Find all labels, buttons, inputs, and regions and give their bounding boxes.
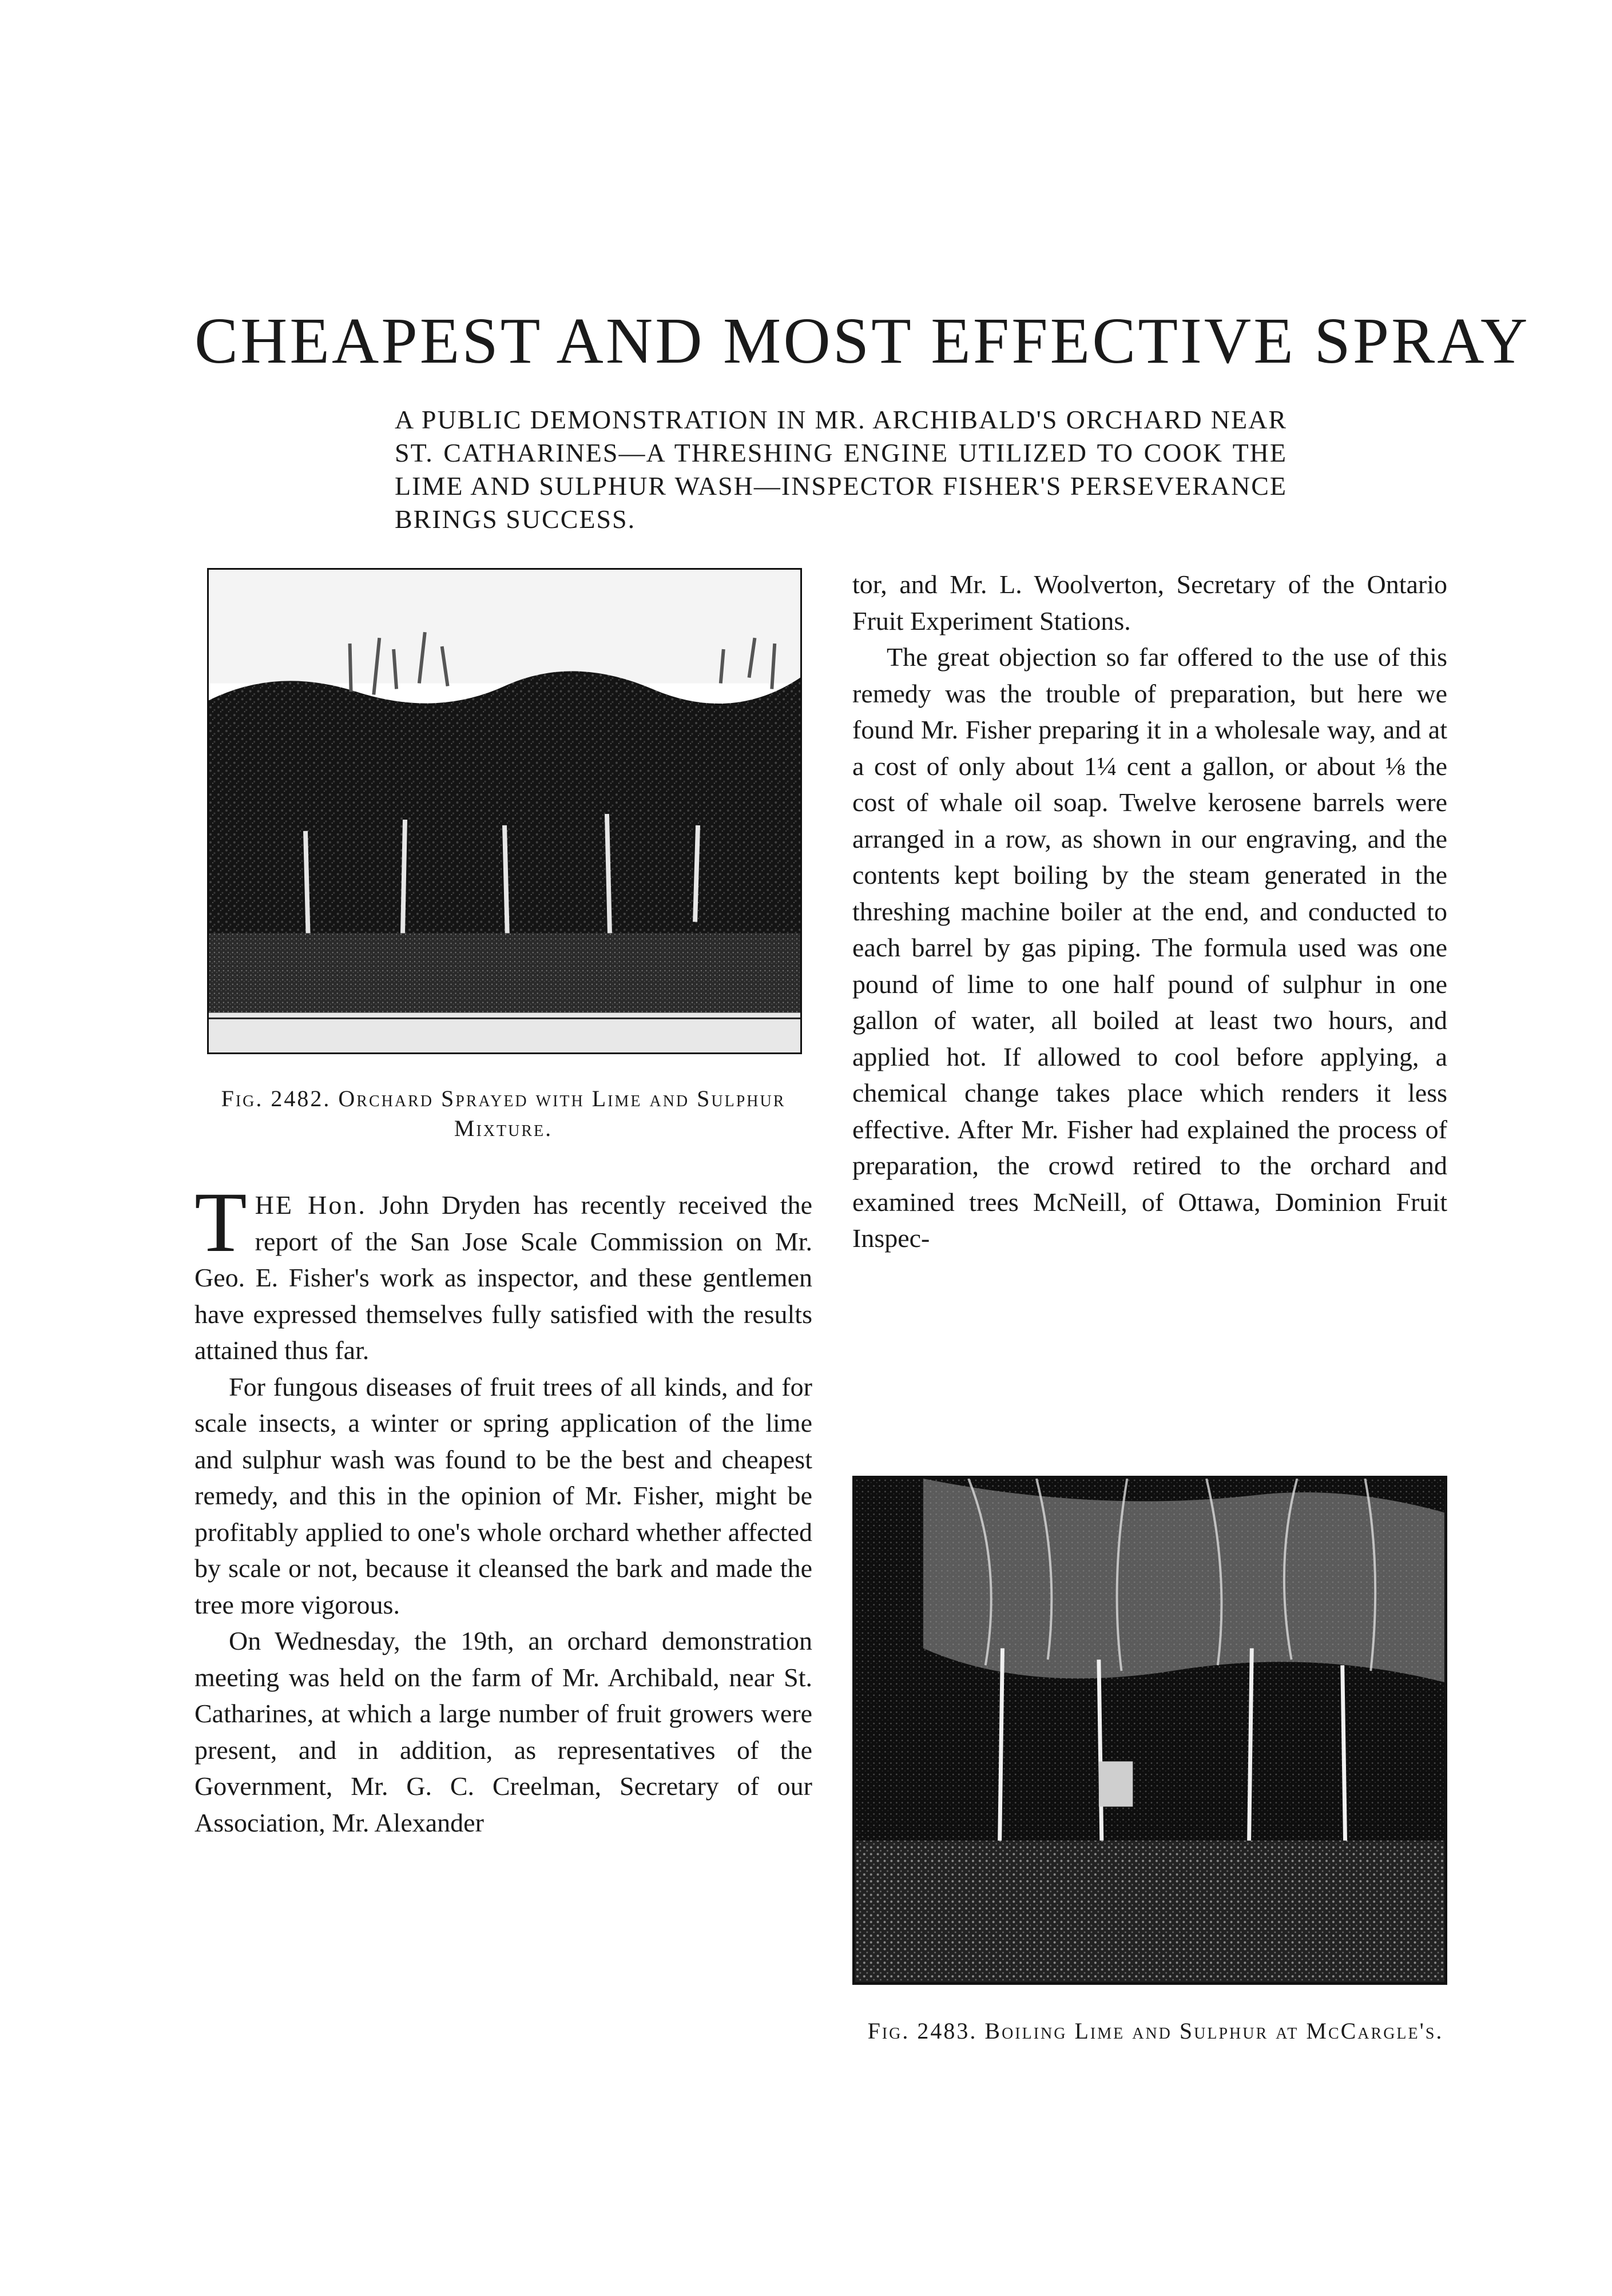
paragraph-1-text: John Dryden has recently received the report of the San Jose Scale Commission on Mr. Geo. E. Fisher's work as inspector, and these gentlemen have expressed themselves fully satisfied with the results attained thus far. xyxy=(194,1190,812,1365)
paragraph-3: On Wednesday, the 19th, an orchard demonstration meeting was held on the farm of Mr. Archibald, near St. Catharines, at which a large number of fruit growers were present, and in addition, as representatives of the Government, Mr. G. C. Creelman, Secretary of our Association, Mr. Alexander xyxy=(194,1626,812,1837)
figure-boiling xyxy=(852,1476,1447,1985)
figure-boiling-caption: Fig. 2483. Boiling Lime and Sulphur at McCargle's. xyxy=(867,2018,1444,2044)
orchard-photo-icon xyxy=(209,570,800,1052)
paragraph-5: The great objection so far offered to the use of this remedy was the trouble of preparation, but here we found Mr. Fisher preparing it in a wholesale way, and at a cost of only about 1¼ cent a gallon, or about ⅛ the cost of whale oil soap. Twelve kerosene barrels were arranged in a row, as shown in our engraving, and the contents kept boiling by the steam generated in the threshing machine boiler at the end, and conducted to each barrel by gas piping. The formula used was one pound of lime to one half pound of sulphur in one gallon of water, all boiled at least two hours, and applied hot. If allowed to cool before applying, a chemical change takes place which renders it less effective. After Mr. Fisher had explained the process of preparation, the crowd retired to the orchard and examined trees McNeill, of Ottawa, Dominion Fruit Inspec- xyxy=(852,642,1447,1253)
boiling-barrels-photo-icon xyxy=(855,1479,1444,1982)
figure-orchard-caption: Fig. 2482. Orchard Sprayed with Lime and Sulphur Mixture. xyxy=(221,1086,786,1141)
paragraph-4: tor, and Mr. L. Woolverton, Secretary of the Ontario Fruit Experiment Stations. xyxy=(852,570,1447,635)
right-column xyxy=(852,566,1447,1257)
drop-cap: T xyxy=(194,1175,247,1270)
page-title: CHEAPEST AND MOST EFFECTIVE SPRAY xyxy=(194,304,1530,377)
figure-orchard xyxy=(207,568,802,1054)
paragraph-2: For fungous diseases of fruit trees of all kinds, and for scale insects, a winter or spring application of the lime and sulphur wash was found to be the best and cheapest remedy, and this in the opinion of Mr. Fisher, might be profitably applied to one's whole orchard whether affected by scale or not, because it cleansed the bark and made the tree more vigorous. xyxy=(194,1372,812,1619)
paragraph-1 xyxy=(194,1175,812,1369)
article-subtitle: A PUBLIC DEMONSTRATION IN MR. ARCHIBALD'S ORCHARD NEAR ST. CATHARINES—A THRESHING ENGINE UTILIZED TO COOK THE LIME AND SULPHUR WASH—INSPECTOR FISHER'S PERSEVERANCE BRINGS SUCCESS. xyxy=(395,405,1287,534)
lead-words: HE Hon. xyxy=(255,1190,367,1219)
left-column xyxy=(194,1175,812,1841)
